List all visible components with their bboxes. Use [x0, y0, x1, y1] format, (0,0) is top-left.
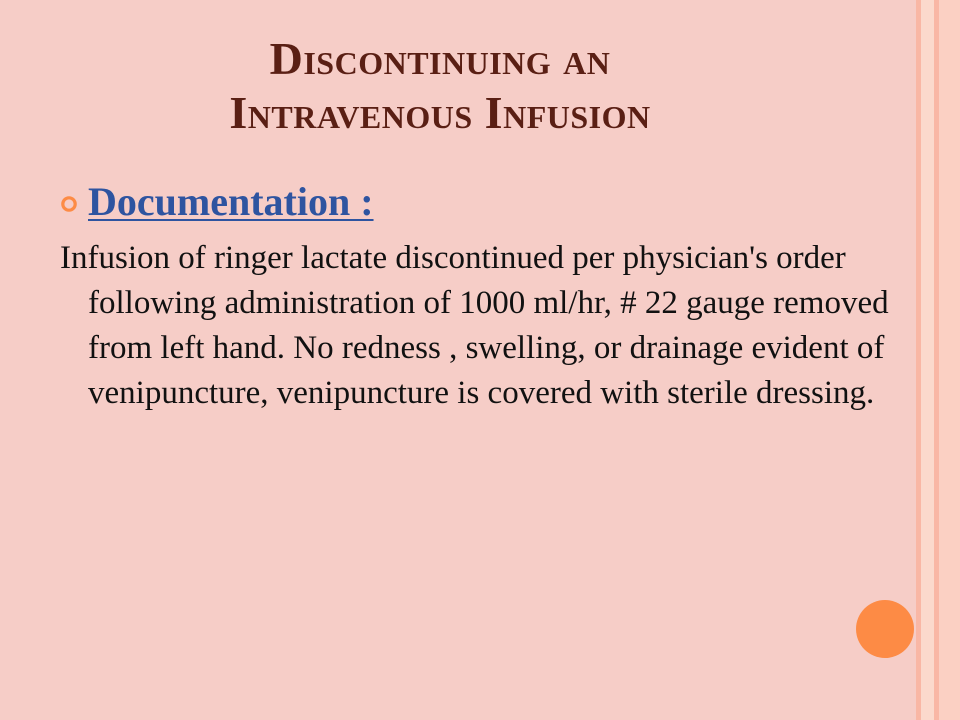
section-heading: Documentation : [88, 179, 374, 224]
body-paragraph: Infusion of ringer lactate discontinued per physician's order following administration of 1000 ml/hr, # 22 gauge removed from left hand. No redness , swelling, or drainage evident of venipuncture, venipuncture is covered with sterile dressing. [60, 240, 889, 411]
decorative-stripe [921, 0, 934, 720]
orange-circle-decoration [856, 600, 914, 658]
slide-title [0, 32, 880, 140]
bullet-heading-row [60, 178, 374, 225]
slide-title-line-2: Intravenous Infusion [229, 87, 651, 138]
bullet-ring-icon [60, 195, 78, 213]
slide-title-line-1: Discontinuing an [269, 33, 611, 84]
decorative-stripe [939, 0, 960, 720]
